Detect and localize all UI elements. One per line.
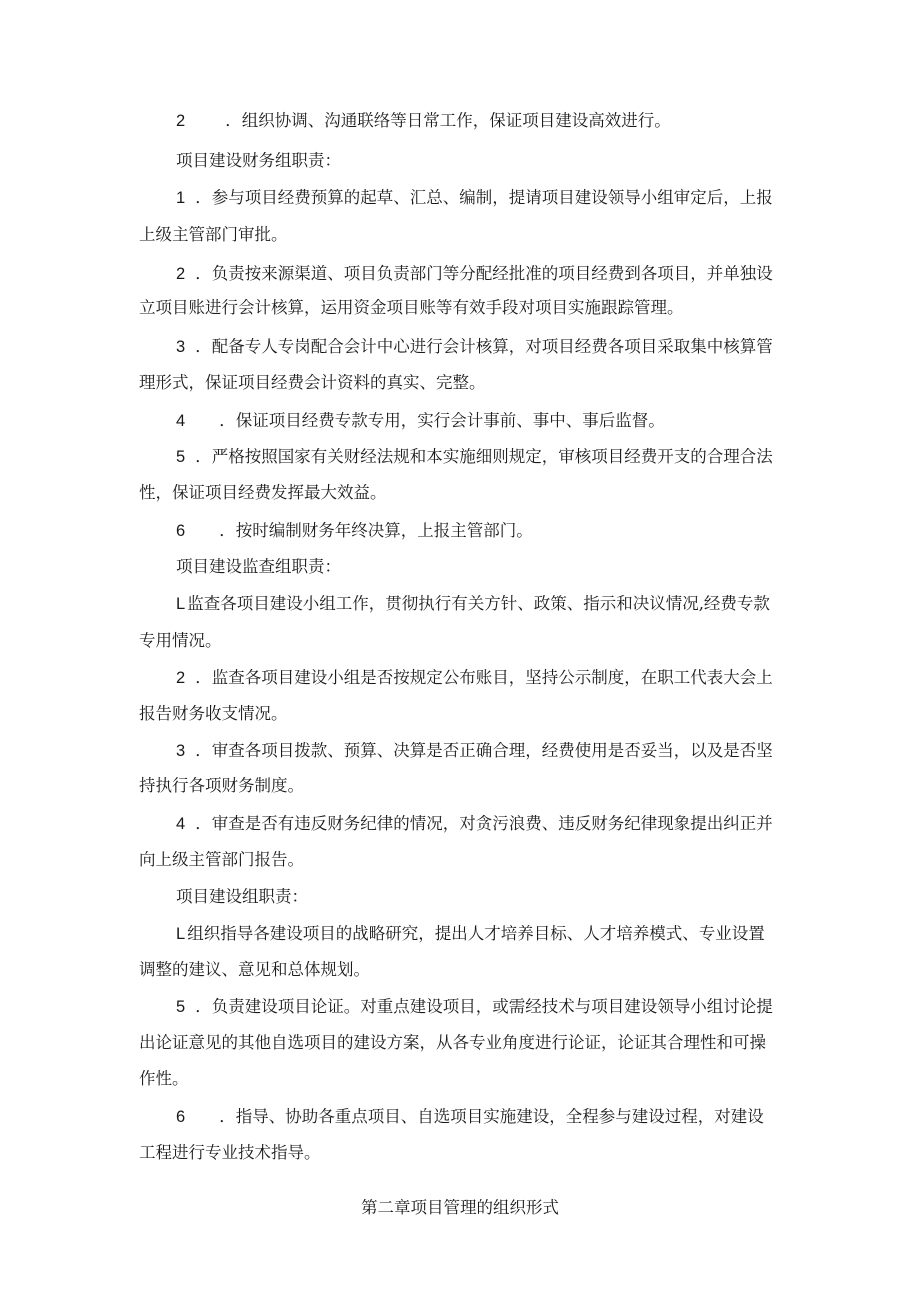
item-continuation: 立项目账进行会计核算，运用资金项目账等有效手段对项目实施跟踪管理。 — [139, 298, 684, 317]
item-continuation: 报告财务收支情况。 — [139, 704, 288, 723]
item-continuation: 向上级主管部门报告。 — [139, 850, 304, 869]
item-text: 组织指导各建设项目的战略研究，提出人才培养目标、人才培养模式、专业设置 — [187, 924, 765, 943]
item-number: 4 — [176, 815, 186, 833]
paragraph-item — [176, 110, 671, 132]
paragraph-item — [176, 336, 773, 358]
item-number: 1 — [176, 189, 186, 207]
paragraph-item — [176, 187, 773, 209]
paragraph-item — [176, 667, 773, 689]
section-heading: 项目建设财务组职责： — [176, 151, 341, 170]
paragraph-item — [176, 520, 533, 542]
paragraph-item — [176, 263, 773, 285]
item-continuation: 上级主管部门审批。 — [139, 225, 288, 244]
item-number: 3 — [176, 742, 186, 760]
item-text: ．负责按来源渠道、项目负责部门等分配经批准的项目经费到各项目，并单独设 — [195, 264, 773, 283]
item-text: ．参与项目经费预算的起草、汇总、编制，提请项目建设领导小组审定后，上报 — [195, 188, 773, 207]
item-number: 5 — [176, 448, 186, 466]
item-text: 监查各项目建设小组工作，贯彻执行有关方针、政策、指示和决议情况,经费专款 — [187, 594, 770, 613]
item-text: ．严格按照国家有关财经法规和本实施细则规定，审核项目经费开支的合理合法 — [195, 447, 773, 466]
chapter-title: 第二章项目管理的组织形式 — [361, 1198, 559, 1217]
item-number: 6 — [176, 522, 186, 540]
paragraph-item — [176, 996, 773, 1018]
item-continuation: 性，保证项目经费发挥最大效益。 — [139, 483, 387, 502]
item-number: 4 — [176, 412, 186, 430]
item-number: 2 — [176, 112, 186, 130]
item-text: ．配备专人专岗配合会计中心进行会计核算，对项目经费各项目采取集中核算管 — [195, 337, 773, 356]
item-text: ．审查是否有违反财务纪律的情况，对贪污浪费、违反财务纪律现象提出纠正并 — [195, 814, 773, 833]
item-continuation: 调整的建议、意见和总体规划。 — [139, 960, 370, 979]
item-number: 2 — [176, 265, 186, 283]
item-continuation: 工程进行专业技术指导。 — [139, 1143, 321, 1162]
paragraph-item — [176, 446, 773, 468]
paragraph-item — [176, 740, 773, 762]
item-number: L — [176, 595, 186, 613]
item-text: ．组织协调、沟通联络等日常工作，保证项目建设高效进行。 — [225, 111, 671, 130]
paragraph-item — [176, 813, 773, 835]
section-heading: 项目建设监查组职责： — [176, 557, 341, 576]
item-continuation: 理形式，保证项目经费会计资料的真实、完整。 — [139, 373, 486, 392]
paragraph-item — [176, 593, 770, 615]
paragraph-item — [176, 410, 665, 432]
paragraph-item — [176, 1106, 764, 1128]
item-text: ．审查各项目拨款、预算、决算是否正确合理，经费使用是否妥当，以及是否坚 — [195, 741, 773, 760]
item-text: ．指导、协助各重点项目、自选项目实施建设，全程参与建设过程，对建设 — [219, 1107, 764, 1126]
item-continuation: 专用情况。 — [139, 631, 222, 650]
item-text: ．保证项目经费专款专用，实行会计事前、事中、事后监督。 — [219, 411, 665, 430]
item-number: 2 — [176, 669, 186, 687]
item-number: 6 — [176, 1108, 186, 1126]
section-heading: 项目建设组职责： — [176, 887, 308, 906]
item-continuation: 作性。 — [139, 1069, 189, 1088]
paragraph-item — [176, 923, 765, 945]
item-number: 3 — [176, 338, 186, 356]
item-text: ．监查各项目建设小组是否按规定公布账目，坚持公示制度，在职工代表大会上 — [195, 668, 773, 687]
item-text: ．按时编制财务年终决算，上报主管部门。 — [219, 521, 533, 540]
item-continuation: 持执行各项财务制度。 — [139, 776, 304, 795]
item-number: L — [176, 925, 186, 943]
item-number: 5 — [176, 998, 186, 1016]
item-continuation: 出论证意见的其他自选项目的建设方案，从各专业角度进行论证，论证其合理性和可操 — [139, 1033, 766, 1052]
item-text: ．负责建设项目论证。对重点建设项目，或需经技术与项目建设领导小组讨论提 — [195, 997, 773, 1016]
